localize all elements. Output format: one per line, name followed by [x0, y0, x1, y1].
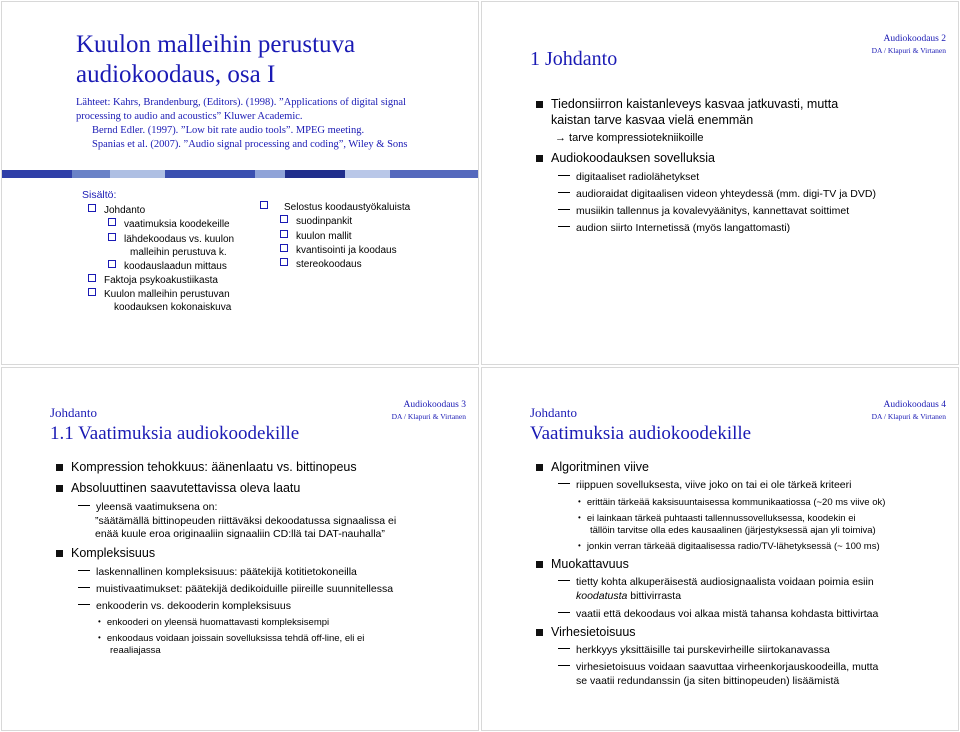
band-segment [390, 170, 479, 178]
sub-item: tietty kohta alkuperäisestä audiosignaalista voidaan poimia esiin [558, 576, 874, 590]
slide-4 [481, 367, 959, 731]
sub-item-continued: se vaatii redundanssin (ja siten bittinopeuden) lisäämistä [576, 675, 840, 687]
band-segment [255, 170, 285, 178]
slide-2-title: 1 Johdanto [530, 48, 618, 70]
bullet-item: Tiedonsiirron kaistanleveys kasvaa jatkuvasti, mutta [536, 97, 838, 112]
square-bullet-icon [56, 485, 63, 492]
authors-label: DA / Klapuri & Virtanen [871, 46, 946, 55]
checkbox-bullet-icon [280, 230, 288, 238]
references [76, 96, 466, 152]
dash-bullet-icon [558, 665, 570, 666]
detail-item: • enkooderi on yleensä huomattavasti kompleksisempi [98, 617, 330, 628]
contents-label: Sisältö: [82, 189, 117, 201]
square-bullet-icon [536, 629, 543, 636]
toc-item: koodauslaadun mittaus [108, 260, 227, 273]
reference-line: Spanias et al. (2007). ”Audio signal processing and coding”, Wiley & Sons [92, 139, 408, 150]
sub-item: audioraidat digitaalisen videon yhteydessä (mm. digi-TV ja DVD) [558, 188, 876, 202]
toc-item: Kuulon malleihin perustuvan [88, 288, 230, 301]
dash-bullet-icon [558, 612, 570, 613]
slide-header [392, 400, 466, 421]
dash-bullet-icon [558, 648, 570, 649]
checkbox-bullet-icon [88, 288, 96, 296]
slide-4-title: Vaatimuksia audiokoodekille [530, 423, 752, 444]
slide-number-label: Audiokoodaus 4 [883, 400, 946, 410]
checkbox-bullet-icon [108, 260, 116, 268]
toc-item: lähdekoodaus vs. kuulon [108, 233, 234, 246]
dot-bullet-icon: • [578, 513, 581, 522]
toc-item: suodinpankit [280, 215, 352, 228]
sub-item: enkooderin vs. dekooderin kompleksisuus [78, 600, 291, 614]
toc-item: kvantisointi ja koodaus [280, 244, 397, 257]
authors-label: DA / Klapuri & Virtanen [391, 412, 466, 421]
sub-item: herkkyys yksittäisille tai purskevirheille siirtokanavassa [558, 644, 830, 658]
dash-bullet-icon [558, 209, 570, 210]
sub-item: laskennallinen kompleksisuus: päätekijä kotitietokoneilla [78, 566, 357, 580]
square-bullet-icon [536, 464, 543, 471]
bullet-item: Algoritminen viive [536, 460, 649, 475]
dash-bullet-icon [558, 483, 570, 484]
bullet-item-continued: kaistan tarve kasvaa vielä enemmän [551, 113, 754, 127]
slide-number-label: Audiokoodaus 2 [883, 34, 946, 44]
checkbox-bullet-icon [280, 215, 288, 223]
toc-item: vaatimuksia koodekeille [108, 218, 230, 231]
sub-item: virhesietoisuus voidaan saavuttaa virheenkorjauskoodeilla, mutta [558, 661, 878, 675]
sub-item: vaatii että dekoodaus voi alkaa mistä tahansa kohdasta bittivirtaa [558, 608, 878, 622]
dash-bullet-icon [558, 580, 570, 581]
square-bullet-icon [536, 155, 543, 162]
dash-bullet-icon [558, 175, 570, 176]
checkbox-bullet-icon [280, 258, 288, 266]
bullet-item: Absoluuttinen saavutettavissa oleva laatu [56, 481, 300, 496]
square-bullet-icon [536, 101, 543, 108]
band-segment [285, 170, 345, 178]
dash-bullet-icon [558, 192, 570, 193]
dash-bullet-icon [78, 604, 90, 605]
dash-bullet-icon [78, 570, 90, 571]
band-segment [165, 170, 255, 178]
toc-item: kuulon mallit [280, 230, 352, 243]
slide-header [872, 34, 946, 55]
sub-item-continued: koodatusta bittivirrasta [576, 590, 682, 602]
dash-bullet-icon [78, 587, 90, 588]
dash-bullet-icon [78, 505, 90, 506]
square-bullet-icon [56, 550, 63, 557]
sub-item: muistivaatimukset: päätekijä dedikoiduille piireille suunnitellessa [78, 583, 393, 597]
detail-item-continued: reaaliajassa [110, 645, 161, 656]
dot-bullet-icon: • [98, 617, 101, 626]
slide-header [872, 400, 946, 421]
decorative-color-band [2, 170, 479, 178]
slide-2 [481, 1, 959, 365]
checkbox-bullet-icon [260, 201, 268, 209]
section-label: Johdanto [530, 405, 577, 420]
sub-item: digitaaliset radiolähetykset [558, 171, 699, 185]
sub-item: musiikin tallennus ja kovalevyäänitys, kannettavat soittimet [558, 205, 849, 219]
authors-label: DA / Klapuri & Virtanen [871, 412, 946, 421]
toc-item: Faktoja psykoakustiikasta [88, 274, 218, 287]
band-segment [345, 170, 390, 178]
sub-item: riippuen sovelluksesta, viive joko on tai ei ole tärkeä kriteeri [558, 479, 851, 493]
sub-item: yleensä vaatimuksena on: [78, 501, 217, 515]
bullet-item: Audiokoodauksen sovelluksia [536, 151, 715, 166]
band-segment [2, 170, 72, 178]
checkbox-bullet-icon [88, 274, 96, 282]
toc-item: stereokoodaus [280, 258, 362, 271]
reference-line: Lähteet: Kahrs, Brandenburg, (Editors). (1998). ”Applications of digital signal [76, 97, 406, 108]
checkbox-bullet-icon [280, 244, 288, 252]
toc-item-continued: malleihin perustuva k. [130, 247, 227, 258]
slide-number-label: Audiokoodaus 3 [403, 400, 466, 410]
quote-line: enää kuule eroa originaaliin signaaliin CD:llä tai DAT-nauhalla” [95, 528, 385, 540]
square-bullet-icon [536, 561, 543, 568]
detail-item: • erittäin tärkeää kaksisuuntaisessa kommunikaatiossa (~20 ms viive ok) [578, 497, 886, 508]
band-segment [72, 170, 110, 178]
slide-1 [1, 1, 479, 365]
bullet-item: Kompleksisuus [56, 546, 155, 561]
bullet-item: Kompression tehokkuus: äänenlaatu vs. bittinopeus [56, 460, 357, 475]
bullet-item: Muokattavuus [536, 557, 629, 572]
toc-item: Johdanto [88, 204, 145, 217]
section-label: Johdanto [50, 405, 97, 420]
slide-3 [1, 367, 479, 731]
detail-item: • enkoodaus voidaan joissain sovelluksissa tehdä off-line, eli ei [98, 633, 365, 644]
arrow-subitem: → tarve kompressiotekniikoille [555, 132, 704, 144]
reference-line: Bernd Edler. (1997). ”Low bit rate audio tools”. MPEG meeting. [92, 125, 365, 136]
dash-bullet-icon [558, 226, 570, 227]
bullet-item: Virhesietoisuus [536, 625, 636, 640]
checkbox-bullet-icon [88, 204, 96, 212]
sub-item: audion siirto Internetissä (myös langattomasti) [558, 222, 790, 236]
toc-item-continued: koodauksen kokonaiskuva [114, 302, 232, 313]
detail-item: • jonkin verran tärkeää digitaalisessa radio/TV-lähetyksessä (~ 100 ms) [578, 541, 880, 552]
slide-1-title: Kuulon malleihin perustuva audiokoodaus, osa I [76, 31, 356, 88]
detail-item-continued: tällöin tarvitse olla edes kausaalinen (järjestyksessä ajan yli toimiva) [590, 525, 876, 536]
checkbox-bullet-icon [108, 218, 116, 226]
dot-bullet-icon: • [578, 497, 581, 506]
dot-bullet-icon: • [98, 633, 101, 642]
slide-3-title: 1.1 Vaatimuksia audiokoodekille [50, 423, 300, 444]
square-bullet-icon [56, 464, 63, 471]
band-segment [110, 170, 165, 178]
detail-item: • ei lainkaan tärkeä puhtaasti tallennussovelluksessa, koodekin ei [578, 513, 856, 524]
dot-bullet-icon: • [578, 541, 581, 550]
toc-item: Selostus koodaustyökaluista [260, 201, 410, 214]
checkbox-bullet-icon [108, 233, 116, 241]
reference-line: processing to audio and acoustics” Kluwer Academic. [76, 111, 303, 122]
quote-line: ”säätämällä bittinopeuden riittäväksi dekoodatussa signaalissa ei [95, 515, 397, 527]
